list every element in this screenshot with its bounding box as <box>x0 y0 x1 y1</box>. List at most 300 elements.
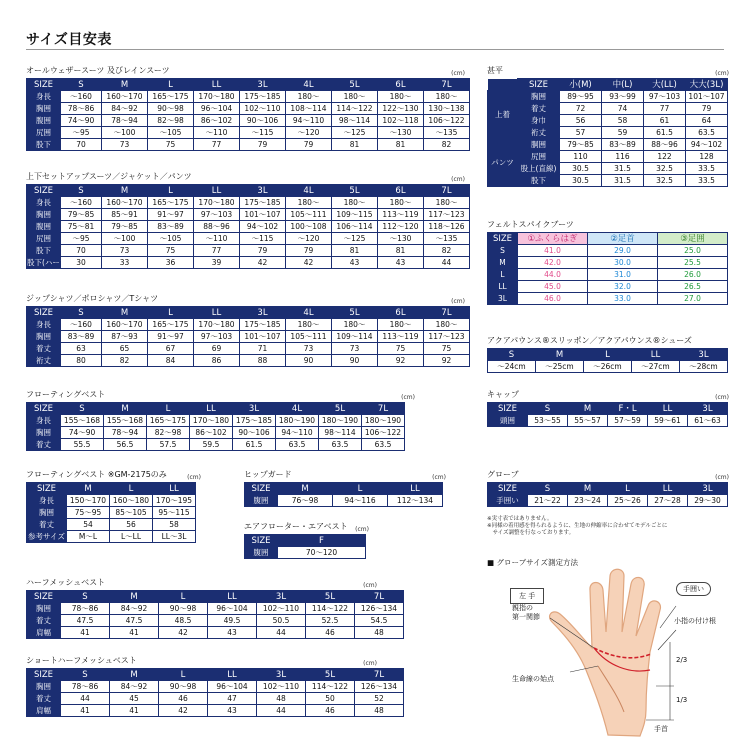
thumb-joint-line-2: 第一関節 <box>512 613 540 621</box>
table-cell: 114～122 <box>306 681 355 693</box>
header-row <box>245 535 366 547</box>
header-cell: 3L <box>257 669 306 681</box>
table-cell: 55～57 <box>568 415 608 427</box>
table-cell: 43 <box>208 705 257 717</box>
unit-label: (cm) <box>187 474 201 481</box>
table-cell: ～125 <box>332 127 378 139</box>
table-cell: 26.5 <box>658 281 728 293</box>
header-row <box>488 483 728 495</box>
table-row <box>488 115 728 127</box>
table-row <box>488 495 728 507</box>
table-cell: ～105 <box>148 233 194 245</box>
table-cell: 46 <box>159 693 208 705</box>
table-cell: 46 <box>306 627 355 639</box>
row-label: 裄丈 <box>518 127 560 139</box>
table-cell: 79 <box>286 245 332 257</box>
table-cell: 57 <box>560 127 602 139</box>
row-label: 肩幅 <box>27 705 61 717</box>
table-cell: 54.5 <box>355 615 404 627</box>
table-cell: M～L <box>67 531 110 543</box>
table-cell: 52 <box>355 693 404 705</box>
table-row <box>245 547 366 559</box>
section-felt <box>487 220 729 305</box>
header-cell: S <box>528 483 568 495</box>
table-cell: 94～110 <box>286 115 332 127</box>
header-cell: LL <box>208 591 257 603</box>
header-row <box>245 483 443 495</box>
table-cell: 82 <box>424 245 470 257</box>
table-row <box>27 615 404 627</box>
table-cell: 57～59 <box>608 415 648 427</box>
row-label: 着丈 <box>27 519 67 531</box>
section-title: 上下セットアップスーツ／ジャケット／パンツ <box>26 172 192 181</box>
table-cell: 106～114 <box>332 221 378 233</box>
table-cell: 42 <box>240 257 286 269</box>
table-cell: 180～ <box>286 319 332 331</box>
table-cell: 90～98 <box>159 603 208 615</box>
table-cell: ～160 <box>61 91 102 103</box>
header-cell: 7L <box>355 669 404 681</box>
header-cell: 4L <box>276 403 319 415</box>
table-cell: 79 <box>240 139 286 151</box>
header-cell: SIZE <box>27 185 61 197</box>
table-cell: 80 <box>61 355 102 367</box>
hipguard-table <box>244 482 443 507</box>
hand-circ-label: 手囲い <box>676 582 711 596</box>
table-cell: 180～ <box>286 91 332 103</box>
header-row <box>488 233 728 245</box>
table-cell: 75～95 <box>67 507 110 519</box>
table-cell: 43 <box>378 257 424 269</box>
table-cell: 30.5 <box>560 163 602 175</box>
table-cell: 74 <box>602 103 644 115</box>
table-cell: 160～170 <box>102 319 148 331</box>
table-cell: 78～86 <box>61 681 110 693</box>
unit-label: (cm) <box>451 298 465 305</box>
header-cell: ③足囲 <box>658 233 728 245</box>
unit-label: (cm) <box>363 660 377 667</box>
allweather-table <box>26 78 470 151</box>
table-cell: 31.5 <box>602 175 644 187</box>
table-cell: 44 <box>257 705 306 717</box>
section-title: ヒップガード <box>244 470 292 479</box>
table-cell: 102～110 <box>257 603 306 615</box>
row-label: 身巾 <box>518 115 560 127</box>
table-cell: 79 <box>686 103 728 115</box>
table-cell: 83～89 <box>148 221 194 233</box>
table-cell: 165～175 <box>148 91 194 103</box>
table-cell: 49.5 <box>208 615 257 627</box>
table-cell: 75～81 <box>61 221 102 233</box>
table-cell: 101～107 <box>240 331 286 343</box>
table-cell: 170～180 <box>194 319 240 331</box>
table-cell: 56 <box>560 115 602 127</box>
table-cell: 72 <box>560 103 602 115</box>
table-cell: 170～180 <box>194 197 240 209</box>
table-cell: 102～110 <box>257 681 306 693</box>
table-cell: ～110 <box>194 233 240 245</box>
header-cell: M <box>104 403 147 415</box>
header-cell: LL <box>194 79 240 91</box>
table-cell: 180～190 <box>362 415 405 427</box>
table-cell: 48 <box>355 705 404 717</box>
table-cell: 56.5 <box>104 439 147 451</box>
row-label: 胸囲 <box>27 209 61 221</box>
row-label: 股上(直線) <box>518 163 560 175</box>
table-cell: ～130 <box>378 127 424 139</box>
table-row <box>27 531 196 543</box>
table-cell: 27～28 <box>648 495 688 507</box>
table-cell: 180～190 <box>319 415 362 427</box>
header-cell: SIZE <box>488 403 528 415</box>
table-cell: 78～86 <box>61 603 110 615</box>
header-row <box>27 591 404 603</box>
header-row <box>27 185 470 197</box>
row-label: 着丈 <box>27 693 61 705</box>
row-label: LL <box>488 281 518 293</box>
row-label: 頭囲 <box>488 415 528 427</box>
unit-label: (cm) <box>451 70 465 77</box>
table-cell: ～100 <box>102 233 148 245</box>
thumb-joint-line-1: 親指の <box>512 604 533 612</box>
table-row <box>27 115 470 127</box>
table-cell: 30.5 <box>560 175 602 187</box>
header-cell: LL <box>194 185 240 197</box>
header-cell: LL <box>632 349 680 361</box>
table-cell: ～160 <box>61 319 102 331</box>
table-row <box>27 693 404 705</box>
table-cell: 170～180 <box>194 91 240 103</box>
table-cell: 53～55 <box>528 415 568 427</box>
floating_gm-table <box>26 482 196 543</box>
section-title: ジップシャツ／ポロシャツ／Tシャツ <box>26 294 159 303</box>
table-cell: 75 <box>378 343 424 355</box>
table-cell: ～28cm <box>680 361 728 373</box>
row-label: 股下(ハーフ) <box>27 257 70 267</box>
header-cell: L <box>148 79 194 91</box>
header-cell: F・L <box>608 403 648 415</box>
header-cell: S <box>61 185 102 197</box>
row-label: 身長 <box>27 319 61 331</box>
section-title: 甚平 <box>487 66 503 75</box>
table-cell: 77 <box>644 103 686 115</box>
section-hipguard <box>244 470 446 507</box>
table-row <box>27 519 196 531</box>
table-cell: 90～98 <box>148 103 194 115</box>
row-label: 参考サイズ <box>28 531 65 541</box>
table-cell: 32.0 <box>588 281 658 293</box>
header-cell: M <box>67 483 110 495</box>
header-row <box>27 79 470 91</box>
header-cell: M <box>110 669 159 681</box>
title-divider <box>26 49 724 50</box>
table-cell: 69 <box>194 343 240 355</box>
header-cell: LL <box>153 483 196 495</box>
section-zip <box>26 294 465 367</box>
table-cell: L～LL <box>110 531 153 543</box>
two-thirds-label: 2/3 <box>676 656 688 664</box>
row-label: 股下 <box>518 175 560 187</box>
header-cell: L <box>159 591 208 603</box>
header-cell: 4L <box>286 307 332 319</box>
header-cell: S <box>488 349 536 361</box>
table-cell: 46.0 <box>518 293 588 305</box>
header-cell: L <box>147 403 190 415</box>
table-cell: 33.0 <box>588 293 658 305</box>
table-cell: 59.5 <box>190 439 233 451</box>
header-row <box>27 307 470 319</box>
table-row <box>27 415 405 427</box>
table-cell: 100～108 <box>286 221 332 233</box>
table-cell: 91～97 <box>148 331 194 343</box>
table-cell: 61.5 <box>233 439 276 451</box>
header-cell: F <box>278 535 366 547</box>
section-cap <box>487 390 729 427</box>
header-cell: M <box>102 185 148 197</box>
table-row <box>27 355 470 367</box>
header-cell: LL <box>648 483 688 495</box>
table-row <box>27 257 470 269</box>
table-cell: 165～175 <box>148 197 194 209</box>
header-cell: M <box>278 483 333 495</box>
table-cell: 46 <box>306 705 355 717</box>
table-cell: 175～185 <box>240 197 286 209</box>
row-label: 胴囲 <box>518 139 560 151</box>
table-cell: 128 <box>686 151 728 163</box>
header-cell: LL <box>648 403 688 415</box>
header-cell: 7L <box>355 591 404 603</box>
table-cell: 79 <box>240 245 286 257</box>
header-cell: 3L <box>240 185 286 197</box>
note-line: ※同様の着用感を得られるように、生地の伸縮率に合わせてモデルごとに <box>487 523 668 529</box>
header-cell: ②足首 <box>588 233 658 245</box>
table-row <box>27 221 470 233</box>
table-row <box>488 245 728 257</box>
table-cell: 98～114 <box>319 427 362 439</box>
table-cell: 63.5 <box>686 127 728 139</box>
table-cell: 97～103 <box>194 209 240 221</box>
section-airfloater <box>244 522 369 559</box>
row-label: 着丈 <box>27 439 61 451</box>
table-cell: 32.5 <box>644 175 686 187</box>
table-cell: 130～138 <box>424 103 470 115</box>
section-glove <box>487 470 729 507</box>
table-cell: 155～168 <box>104 415 147 427</box>
table-cell: 25.0 <box>658 245 728 257</box>
table-cell: 102～110 <box>240 103 286 115</box>
table-cell: 105～111 <box>286 331 332 343</box>
row-label: 尻囲 <box>518 151 560 163</box>
table-cell: 33.5 <box>686 175 728 187</box>
section-title: ショートハーフメッシュベスト <box>26 656 137 665</box>
table-row <box>27 603 404 615</box>
table-cell: 56 <box>110 519 153 531</box>
table-cell: 85～91 <box>102 209 148 221</box>
table-row <box>488 257 728 269</box>
table-cell: 73 <box>102 139 148 151</box>
table-cell: 52.5 <box>306 615 355 627</box>
header-cell: 7L <box>362 403 405 415</box>
table-cell: 42 <box>159 705 208 717</box>
table-cell: ～105 <box>148 127 194 139</box>
table-cell: ～26cm <box>584 361 632 373</box>
table-cell: 30 <box>61 257 102 269</box>
table-cell: 44 <box>61 693 110 705</box>
table-cell: 26.0 <box>658 269 728 281</box>
table-cell: ～95 <box>61 233 102 245</box>
table-cell: 88～96 <box>194 221 240 233</box>
note-line: ※実寸表ではありません。 <box>487 516 553 522</box>
table-cell: 63.5 <box>362 439 405 451</box>
table-cell: 45.0 <box>518 281 588 293</box>
section-title: フェルトスパイクブーツ <box>487 220 574 229</box>
table-cell: 25～26 <box>608 495 648 507</box>
header-cell: L <box>148 185 194 197</box>
table-cell: 113～119 <box>378 331 424 343</box>
header-cell: S <box>61 669 110 681</box>
table-cell: 106～122 <box>424 115 470 127</box>
table-cell: 41 <box>61 705 110 717</box>
table-cell: 82 <box>424 139 470 151</box>
table-cell: 67 <box>148 343 194 355</box>
group-label: パンツ <box>488 139 518 187</box>
table-row <box>27 427 405 439</box>
table-cell: 98～114 <box>332 115 378 127</box>
table-cell: 64 <box>686 115 728 127</box>
table-cell: 73 <box>332 343 378 355</box>
header-cell: 6L <box>378 307 424 319</box>
row-label: 腹囲 <box>245 547 278 559</box>
header-cell: 5L <box>332 307 378 319</box>
table-cell: 29.0 <box>588 245 658 257</box>
header-cell: LL <box>190 403 233 415</box>
row-label: S <box>488 245 518 257</box>
table-cell: 81 <box>378 245 424 257</box>
table-cell: ～125 <box>332 233 378 245</box>
table-cell: 180～ <box>424 91 470 103</box>
shorthalfmesh-table <box>26 668 404 717</box>
table-cell: 63.5 <box>319 439 362 451</box>
jinbei-table <box>487 78 728 187</box>
table-cell: 75 <box>424 343 470 355</box>
table-cell: ～115 <box>240 127 286 139</box>
table-row <box>27 627 404 639</box>
unit-label: (cm) <box>451 176 465 183</box>
table-cell: 78～86 <box>61 103 102 115</box>
header-cell: 3L <box>257 591 306 603</box>
table-row <box>27 495 196 507</box>
header-cell: S <box>61 403 104 415</box>
header-cell: 5L <box>319 403 362 415</box>
table-cell: 59～61 <box>648 415 688 427</box>
row-label: 胸囲 <box>27 103 61 115</box>
table-cell: 122～130 <box>378 103 424 115</box>
table-cell: 165～175 <box>148 319 194 331</box>
row-label: 胸囲 <box>518 91 560 103</box>
table-cell: 54 <box>67 519 110 531</box>
header-row <box>27 483 196 495</box>
table-cell: 86～102 <box>190 427 233 439</box>
table-cell: 42 <box>159 627 208 639</box>
header-cell: 5L <box>332 79 378 91</box>
table-cell: 39 <box>194 257 240 269</box>
table-row <box>488 103 728 115</box>
table-cell: 73 <box>102 245 148 257</box>
table-cell: 76～98 <box>278 495 333 507</box>
glove-measure-title: ■ グローブサイズ測定方法 <box>487 558 578 567</box>
table-cell: 50.5 <box>257 615 306 627</box>
row-label: 尻囲 <box>27 127 61 139</box>
header-cell: S <box>61 79 102 91</box>
zip-table <box>26 306 470 367</box>
section-shorthalfmesh <box>26 656 398 717</box>
header-cell: SIZE <box>488 233 518 245</box>
header-cell: 3L <box>240 79 286 91</box>
table-cell: 175～185 <box>240 91 286 103</box>
table-cell: 70 <box>61 139 102 151</box>
table-cell: ～27cm <box>632 361 680 373</box>
table-cell: 94～116 <box>333 495 388 507</box>
row-label: 胸囲 <box>27 331 61 343</box>
table-cell: 109～115 <box>332 209 378 221</box>
table-cell: 77 <box>194 139 240 151</box>
table-row <box>27 209 470 221</box>
section-title: エアフローター・エアベスト <box>244 522 348 531</box>
table-cell: 89～95 <box>560 91 602 103</box>
table-cell: 30.0 <box>588 257 658 269</box>
table-row <box>488 269 728 281</box>
table-cell: 81 <box>332 245 378 257</box>
section-title: キャップ <box>487 390 519 399</box>
header-cell: SIZE <box>245 483 278 495</box>
table-cell: 180～ <box>424 197 470 209</box>
table-cell: 61.5 <box>644 127 686 139</box>
table-cell: 70～120 <box>278 547 366 559</box>
table-cell: 44 <box>257 627 306 639</box>
table-cell: 160～170 <box>102 91 148 103</box>
table-cell: 180～ <box>424 319 470 331</box>
header-cell: SIZE <box>27 403 61 415</box>
table-cell: 96～104 <box>194 103 240 115</box>
table-cell: 110 <box>560 151 602 163</box>
table-row <box>488 163 728 175</box>
table-cell: 102～118 <box>378 115 424 127</box>
section-floating-gm <box>26 470 201 543</box>
header-cell: SIZE <box>518 79 560 91</box>
header-cell: S <box>528 403 568 415</box>
header-cell: SIZE <box>27 483 67 495</box>
table-cell: 43 <box>332 257 378 269</box>
table-cell: 78～94 <box>102 115 148 127</box>
header-cell: SIZE <box>27 307 61 319</box>
table-cell: 117～123 <box>424 331 470 343</box>
section-jinbei <box>487 66 729 187</box>
table-cell: 84～92 <box>110 603 159 615</box>
setup-table <box>26 184 470 269</box>
table-cell: 61～63 <box>688 415 728 427</box>
table-cell: 180～ <box>286 197 332 209</box>
header-cell: 大(LL) <box>644 79 686 91</box>
header-cell: SIZE <box>27 669 61 681</box>
table-cell: 58 <box>602 115 644 127</box>
table-cell: 32.5 <box>644 163 686 175</box>
header-cell: 3L <box>688 403 728 415</box>
table-row <box>27 319 470 331</box>
header-cell: L <box>110 483 153 495</box>
table-cell: 81 <box>332 139 378 151</box>
table-cell: 33.5 <box>686 163 728 175</box>
glove-table <box>487 482 728 507</box>
